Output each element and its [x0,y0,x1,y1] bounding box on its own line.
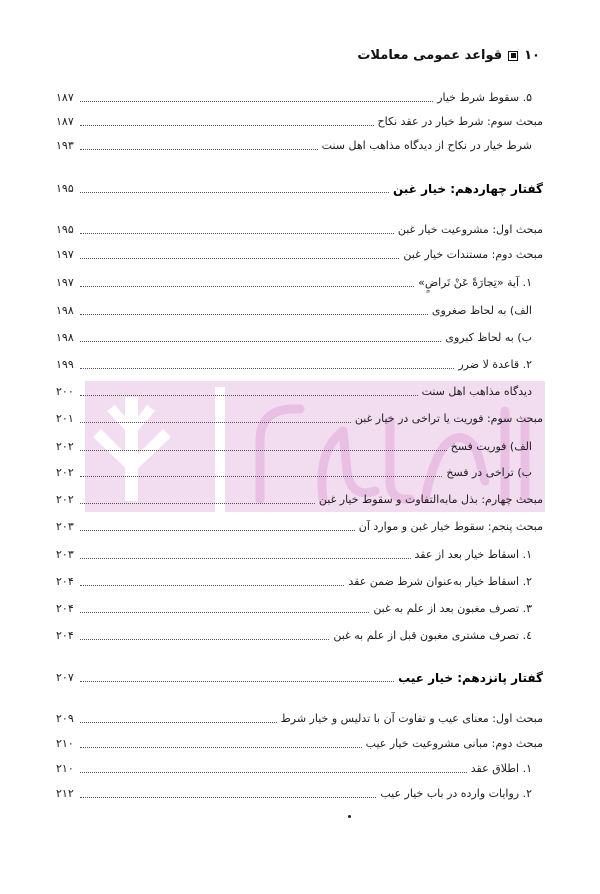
running-head [357,48,540,63]
toc-entry-label: مبحث پنجم: سقوط خیار غبن و موارد آن [358,520,543,533]
toc-entry-label: مبحث دوم: مبانی مشروعیت خیار عیب [365,737,543,750]
dot-leader [80,149,318,150]
dot-leader [80,286,414,287]
toc-entry-page: ۱۹۸ [56,331,74,344]
dot-leader [80,503,315,504]
toc-entry-label: مبحث چهارم: بذل مابه‌التفاوت و سقوط خیار غبن [318,493,543,506]
toc-entry-label: ۵. سقوط شرط خیار [437,91,532,104]
toc-entry-page: ۲۰۲ [56,440,74,453]
toc-entry-label: دیدگاه مذاهب اهل سنت [421,385,532,398]
toc-entry[interactable] [56,490,543,508]
toc-entry-page: ۲۱۲ [56,787,74,800]
toc-entry-label: ۱. اطلاق عقد [470,762,532,775]
toc-entry[interactable] [56,545,532,563]
toc-entry[interactable] [56,599,532,617]
toc-entry-page: ۲۰۴ [56,602,74,615]
toc-entry-page: ۱۹۷ [56,276,74,289]
toc-entry-page: ۱۹۵ [56,182,74,195]
dot-leader [80,639,329,640]
dot-leader [80,450,447,451]
toc-entry[interactable] [56,273,532,291]
toc-entry[interactable] [56,709,543,727]
toc-entry-label: الف) به لحاظ صغروی [431,304,532,317]
toc-entry-label: ۲. قاعدة لا ضرر [458,358,532,371]
toc-entry[interactable] [56,784,532,802]
toc-entry[interactable] [56,626,532,644]
dot-leader [80,530,355,531]
toc-entry[interactable] [56,245,543,263]
dot-leader [80,258,399,259]
toc-entry-page: ۲۰۹ [56,712,74,725]
toc-entry-label: مبحث دوم: مستندات خیار غبن [403,248,543,261]
toc-entry-label: ب) به لحاظ کبروی [445,331,532,344]
toc-entry-label: شرط خیار در نکاح از دیدگاه مذاهب اهل سنت [321,139,532,152]
toc-entry[interactable] [56,112,543,130]
toc-entry-page: ۲۰۰ [56,385,74,398]
toc-entry-label: ۲. روایات وارده در باب خیار عیب [380,787,532,800]
toc-entry-page: ۲۱۰ [56,762,74,775]
toc-entry-label: الف) فوریت فسخ [450,440,532,453]
book-title: قواعد عمومی معاملات [357,48,503,63]
dot-leader [80,772,467,773]
toc-entry-label: مبحث اول: مشروعیت خیار غبن [397,223,543,236]
toc-entry-label: ۱. آیة «تِجارَةً عَنْ تَراضٍ» [418,276,532,289]
toc-entry[interactable] [56,382,532,400]
toc-entry-page: ۱۸۷ [56,91,74,104]
toc-chapter-heading[interactable] [56,668,543,686]
toc-entry-label: ٤. تصرف مشتری مغبون قبل از علم به غبن [333,629,532,642]
page-footer-dot [348,815,351,818]
toc-entry[interactable] [56,759,532,777]
toc-entry-page: ۲۰۴ [56,575,74,588]
toc-entry-label: ۲. اسقاط خیار به‌عنوان شرط ضمن عقد [348,575,532,588]
toc-entry-label: گفتار چهاردهم: خیار غبن [393,182,543,196]
toc-entry-page: ۲۰۷ [56,671,74,684]
dot-leader [80,585,344,586]
dot-leader [80,747,362,748]
dot-leader [80,612,369,613]
toc-entry-page: ۱۹۳ [56,139,74,152]
toc-chapter-heading[interactable] [56,179,543,197]
toc-entry-label: مبحث اول: معنای عیب و تفاوت آن با تدلیس و خیار شرط [280,712,543,725]
toc-entry[interactable] [56,437,532,455]
toc-entry-page: ۱۹۷ [56,248,74,261]
dot-leader [80,125,374,126]
dot-leader [80,192,389,193]
toc-entry-page: ۱۹۵ [56,223,74,236]
dot-leader [80,476,442,477]
toc-entry-page: ۲۰۲ [56,493,74,506]
dot-leader [80,422,351,423]
toc-entry[interactable] [56,355,532,373]
dot-leader [80,558,411,559]
dot-leader [80,681,394,682]
toc-entry-page: ۲۰۱ [56,412,74,425]
dot-leader [80,233,394,234]
toc-entry-label: گفتار پانزدهم: خیار عیب [398,671,543,685]
toc-entry-label: مبحث سوم: شرط خیار در عقد نکاح [377,115,543,128]
toc-entry-label: ۳. تصرف مغبون بعد از علم به غبن [373,602,532,615]
dot-leader [80,797,376,798]
toc-entry-page: ۱۹۸ [56,304,74,317]
dot-leader [80,722,277,723]
dot-leader [80,395,418,396]
toc-entry[interactable] [56,220,543,238]
toc-entry[interactable] [56,328,532,346]
toc-entry-page: ۲۰۴ [56,629,74,642]
toc-entry-label: ب) تراخی در فسخ [446,466,532,479]
toc-entry-page: ۲۰۲ [56,466,74,479]
toc-entry[interactable] [56,301,532,319]
toc-entry[interactable] [56,572,532,590]
toc-entry-page: ۲۱۰ [56,737,74,750]
toc-entry[interactable] [56,463,532,481]
dot-leader [80,368,454,369]
toc-entry[interactable] [56,409,543,427]
toc-entry-page: ۲۰۳ [56,548,74,561]
page-number: ۱۰ [524,48,540,63]
dot-leader [80,341,441,342]
dot-leader [80,314,428,315]
dot-leader [80,101,433,102]
toc-entry[interactable] [56,136,532,154]
toc-entry[interactable] [56,734,543,752]
square-bullet-icon [508,51,518,61]
toc-entry-label: ۱. اسقاط خیار بعد از عقد [414,548,532,561]
toc-entry-label: مبحث سوم: فوریت یا تراخی در خیار غبن [354,412,543,425]
toc-entry-page: ۱۹۹ [56,358,74,371]
toc-entry[interactable] [56,517,543,535]
toc-entry[interactable] [56,88,532,106]
toc-entry-page: ۲۰۳ [56,520,74,533]
toc-entry-page: ۱۸۷ [56,115,74,128]
